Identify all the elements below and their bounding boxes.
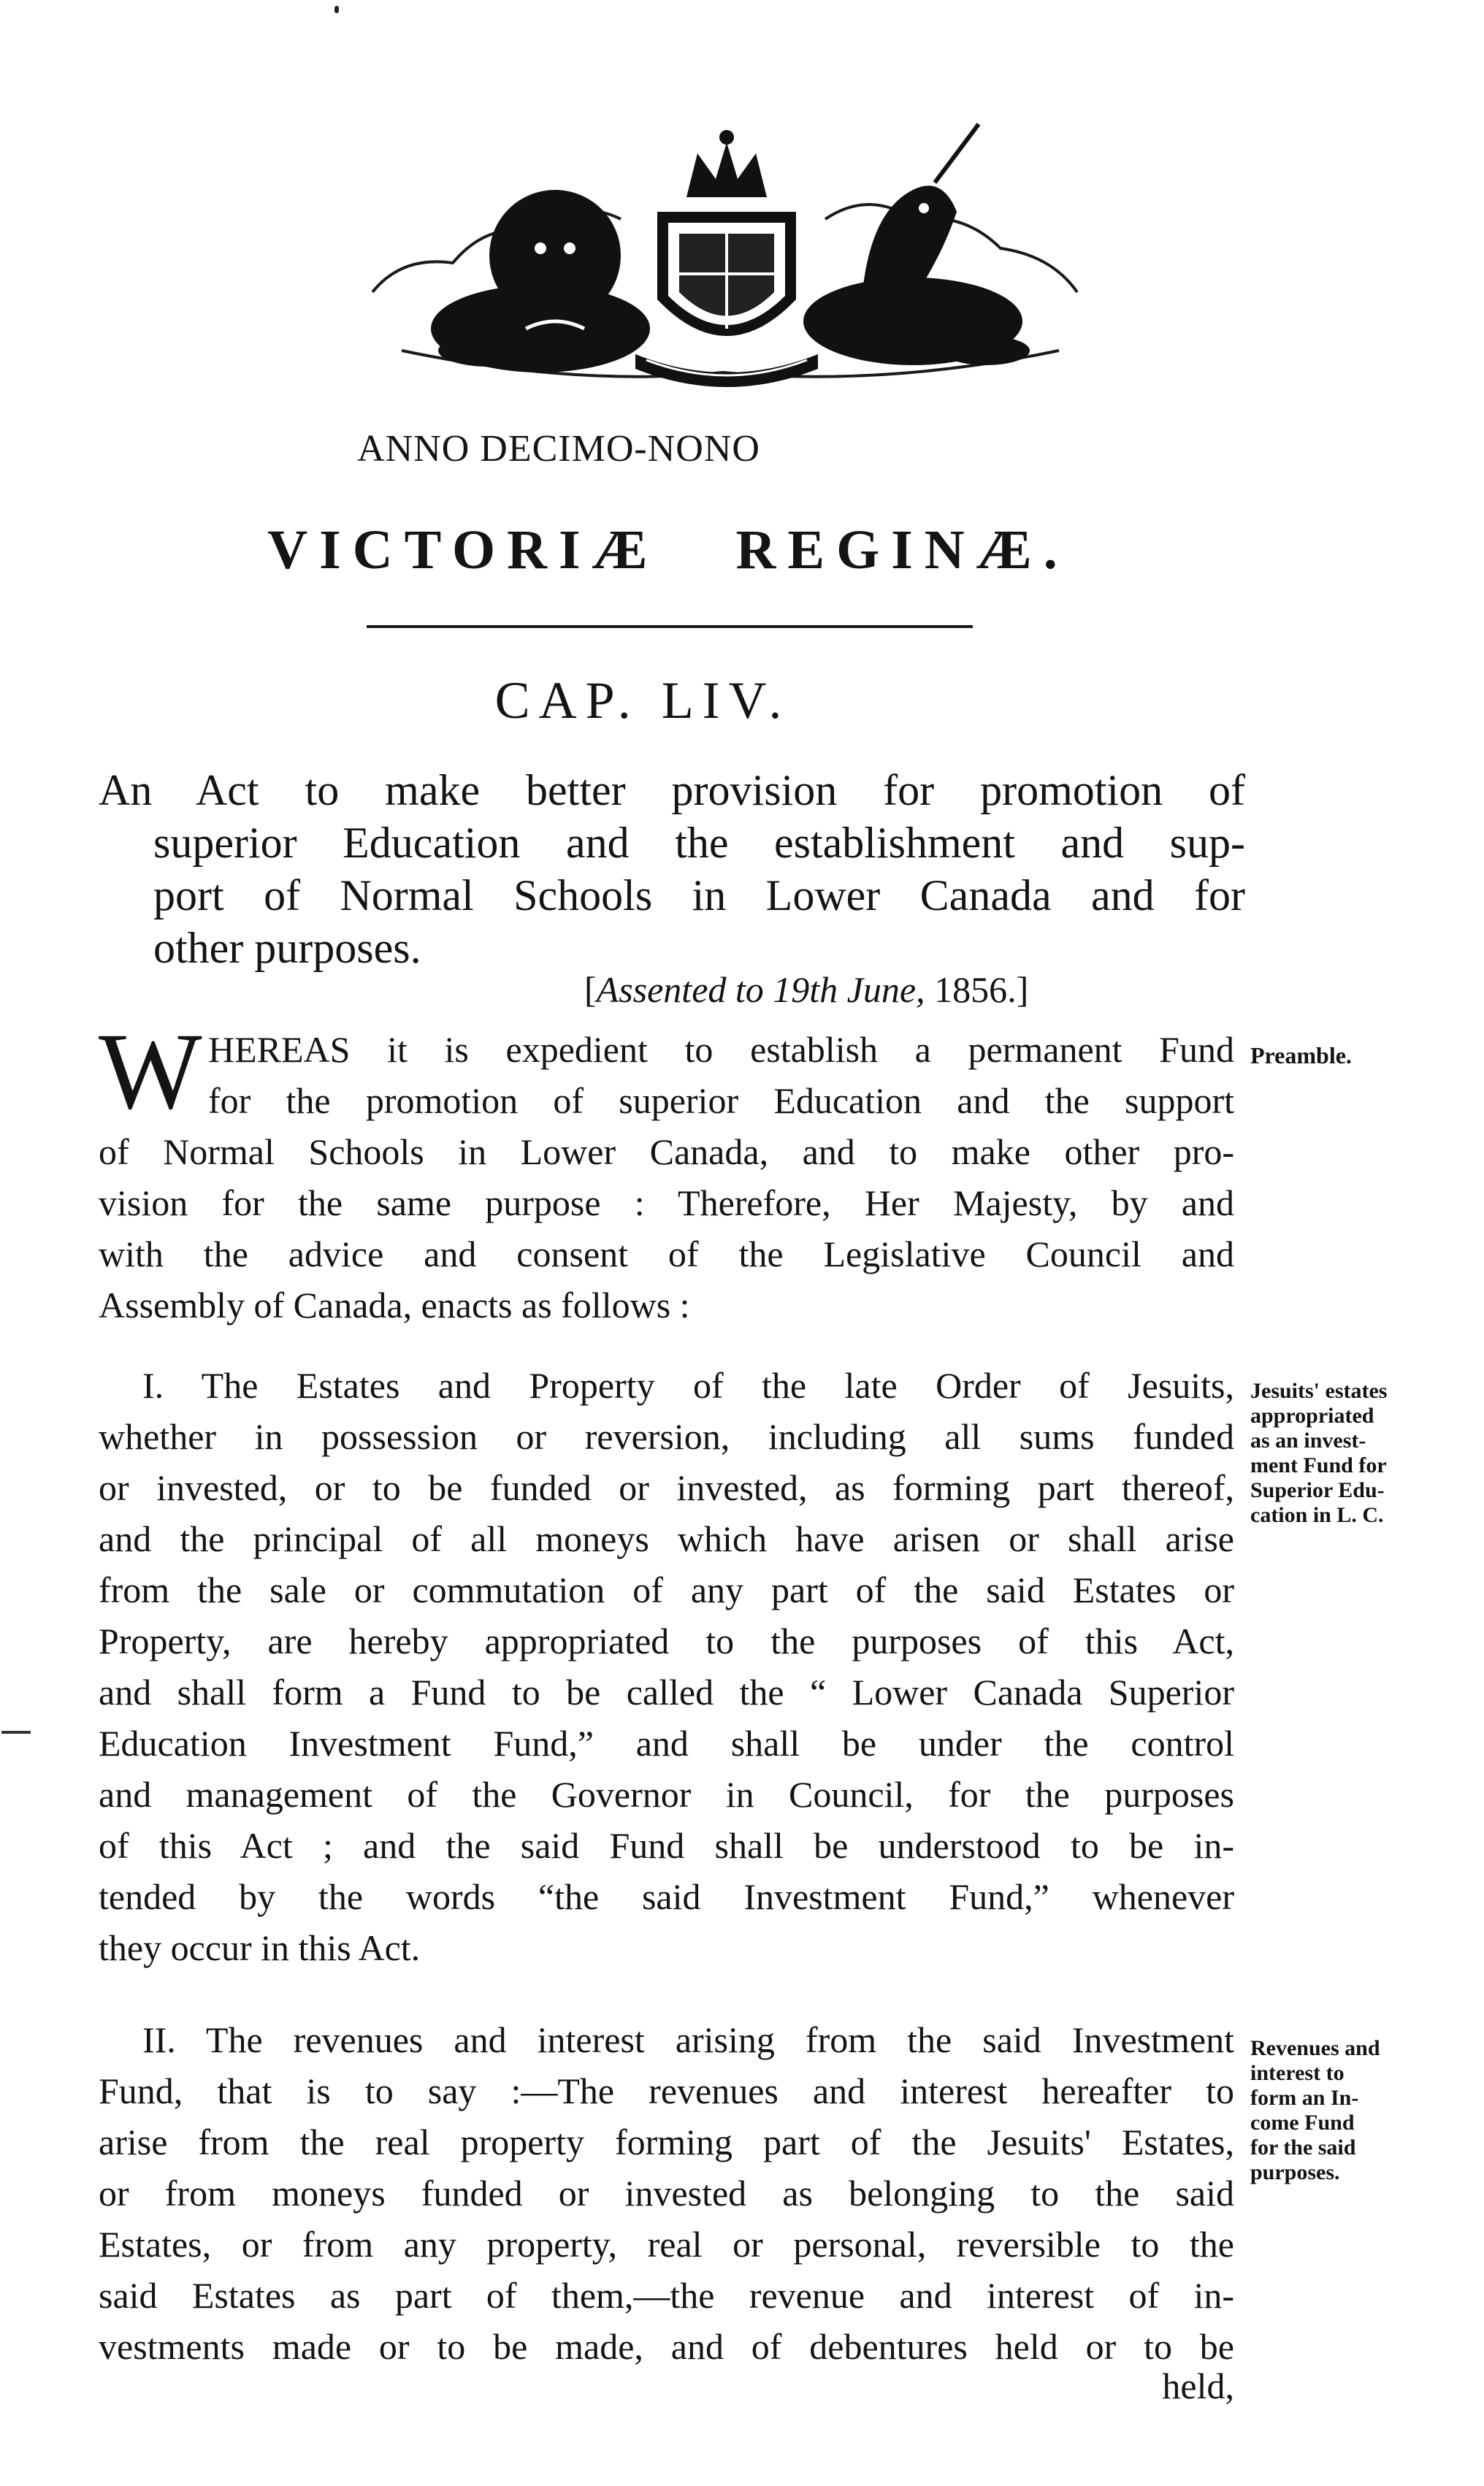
section-2-line: said Estates as part of them,—the revenue and interest of in-: [99, 2275, 1234, 2316]
chapter-number: CAP. LIV.: [494, 671, 791, 730]
margin-mark: [1, 1731, 31, 1734]
margin-note-section-1: [1250, 1379, 1387, 1528]
catchword: held,: [1162, 2365, 1234, 2406]
margin-note-line: as an invest-: [1250, 1429, 1366, 1453]
act-title-line: other purposes.: [153, 924, 421, 972]
margin-note-line: appropriated: [1250, 1404, 1374, 1428]
margin-note-line: Revenues and: [1250, 2036, 1380, 2060]
preamble-line: vision for the same purpose : Therefore, Her Majesty, by and: [99, 1182, 1234, 1223]
margin-note-line: come Fund: [1250, 2111, 1355, 2135]
regnal-heading: VICTORIÆ REGINÆ.: [267, 519, 1069, 581]
section-1-line: Education Investment Fund,” and shall be under the control: [99, 1723, 1234, 1764]
preamble-paragraph: [99, 1011, 1234, 1331]
margin-note-line: for the said: [1250, 2135, 1356, 2160]
assent-bracket: [: [584, 969, 597, 1010]
margin-note-section-2: [1250, 2036, 1380, 2185]
drop-cap: W: [99, 1011, 202, 1132]
margin-note-preamble: Preamble.: [1250, 1042, 1352, 1068]
margin-note-line: cation in L. C.: [1250, 1503, 1384, 1527]
preamble-line: with the advice and consent of the Legislative Council and: [99, 1234, 1234, 1274]
assent-year: 1856.]: [925, 969, 1029, 1010]
act-title-line: superior Education and the establishment and sup-: [153, 819, 1245, 867]
section-1-line: whether in possession or reversion, including all sums funded: [99, 1416, 1234, 1457]
section-2: [99, 2014, 1234, 2372]
margin-note-line: interest to: [1250, 2061, 1345, 2085]
margin-note-line: ment Fund for: [1250, 1453, 1387, 1477]
margin-note-line: Jesuits' estates: [1250, 1379, 1388, 1403]
section-1-line: and shall form a Fund to be called the “ Lower Canada Superior: [99, 1672, 1234, 1713]
margin-note-line: purposes.: [1250, 2160, 1340, 2184]
section-1-line: tended by the words “the said Investment Fund,” whenever: [99, 1876, 1234, 1917]
act-title: [99, 764, 1245, 974]
preamble-line: for the promotion of superior Education and the support: [208, 1080, 1234, 1121]
section-1-line: and the principal of all moneys which have arisen or shall arise: [99, 1518, 1234, 1559]
act-title-line: port of Normal Schools in Lower Canada and for: [153, 871, 1245, 919]
section-1-line: or invested, or to be funded or invested, as forming part thereof,: [99, 1467, 1234, 1508]
section-2-line: Fund, that is to say :—The revenues and interest hereafter to: [99, 2070, 1234, 2111]
section-1: [99, 1360, 1234, 1973]
section-2-line: arise from the real property forming part of the Jesuits' Estates,: [99, 2122, 1234, 2162]
section-1-line: and management of the Governor in Council, for the purposes: [99, 1774, 1234, 1815]
section-2-line: Estates, or from any property, real or personal, reversible to the: [99, 2224, 1234, 2265]
section-2-line: or from moneys funded or invested as belonging to the said: [99, 2173, 1234, 2214]
section-1-line: Property, are hereby appropriated to the purposes of this Act,: [99, 1621, 1234, 1661]
preamble-line: HEREAS it is expedient to establish a permanent Fund: [208, 1029, 1234, 1070]
ink-speck: [334, 6, 339, 13]
section-1-line: I. The Estates and Property of the late Order of Jesuits,: [142, 1365, 1234, 1406]
section-1-line: of this Act ; and the said Fund shall be understood to be in-: [99, 1825, 1234, 1866]
assent-text: Assented to 19th June,: [596, 969, 925, 1010]
section-2-line: vestments made or to be made, and of debentures held or to be: [99, 2326, 1234, 2367]
regnal-year-line: ANNO DECIMO-NONO: [357, 428, 760, 470]
margin-note-line: form an In-: [1250, 2086, 1359, 2110]
royal-coat-of-arms: [358, 110, 1088, 416]
act-title-line: An Act to make better provision for promotion of: [99, 766, 1245, 814]
section-1-line: they occur in this Act.: [99, 1927, 421, 1968]
preamble-line: Assembly of Canada, enacts as follows :: [99, 1285, 690, 1326]
assent-date: [584, 968, 1028, 1011]
heading-rule: [367, 625, 973, 628]
section-2-line: II. The revenues and interest arising from the said Investment: [142, 2019, 1234, 2060]
margin-note-line: Superior Edu-: [1250, 1478, 1385, 1502]
preamble-line: of Normal Schools in Lower Canada, and to make other pro-: [99, 1131, 1234, 1172]
section-1-line: from the sale or commutation of any part of the said Estates or: [99, 1569, 1234, 1610]
